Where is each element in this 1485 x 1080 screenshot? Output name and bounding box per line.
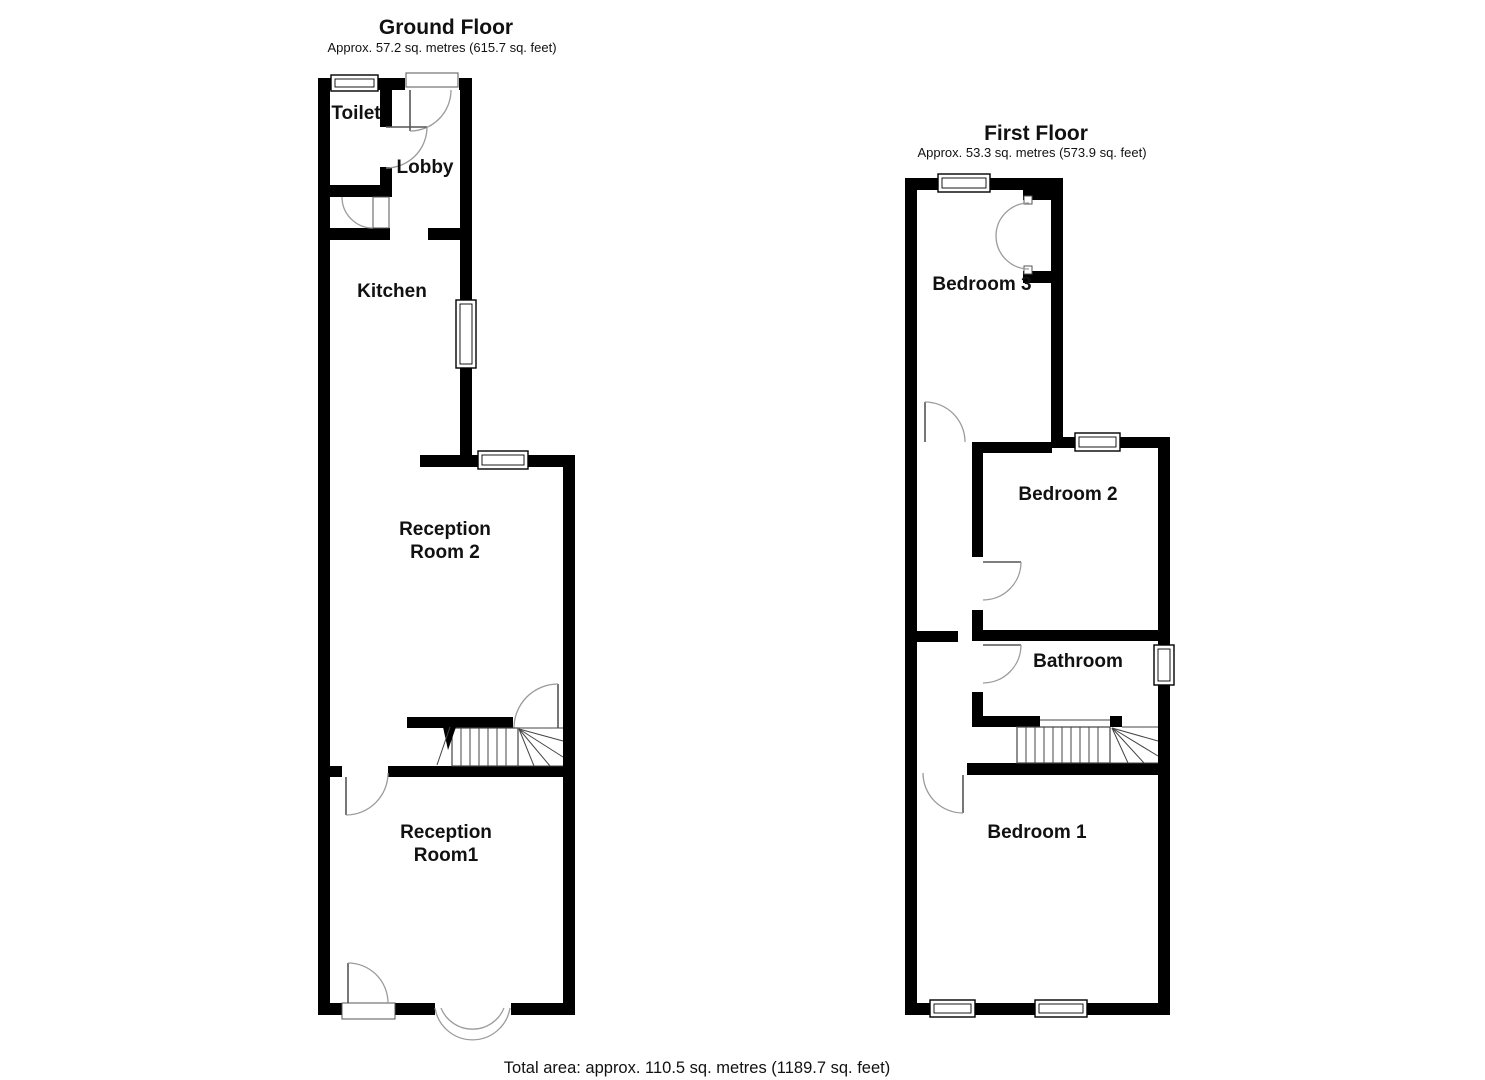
reception2-door-icon xyxy=(514,684,558,728)
room-label-reception1-line1: Reception xyxy=(400,822,492,843)
window-icon xyxy=(1154,645,1174,685)
closet-double-door-icon xyxy=(996,196,1032,274)
reception1-door-icon xyxy=(346,773,388,815)
room-label-reception2-line2: Room 2 xyxy=(410,542,480,563)
wall-landing-stub xyxy=(917,631,958,642)
total-area-caption: Total area: approx. 110.5 sq. metres (1189.7 sq. feet) xyxy=(503,1059,891,1077)
room-label-reception2-line1: Reception xyxy=(399,519,491,540)
ground-floor-stairs xyxy=(437,727,563,766)
wall-reception1-top xyxy=(388,766,575,777)
first-floor-walls xyxy=(905,178,1170,1015)
wall-bedroom1-top xyxy=(967,763,1170,775)
wall-main-right xyxy=(1158,437,1170,1015)
bedroom3-door-icon xyxy=(925,402,965,442)
window-icon xyxy=(478,451,528,469)
room-label-bedroom3: Bedroom 3 xyxy=(932,274,1032,295)
room-label-bathroom: Bathroom xyxy=(1033,651,1123,672)
wall-left xyxy=(318,78,330,1015)
wall-extension-right xyxy=(460,78,472,467)
wall-left xyxy=(905,178,917,1015)
window-icon xyxy=(930,1000,975,1017)
wall-winder-block xyxy=(1110,716,1122,727)
wall-kitchen-top-right xyxy=(428,228,460,240)
wall-bedroom2-bathroom-divider xyxy=(972,630,1164,641)
wall-stairs-top xyxy=(407,717,513,728)
room-label-bedroom1: Bedroom 1 xyxy=(987,822,1087,843)
ground-floor-area: Approx. 57.2 sq. metres (615.7 sq. feet) xyxy=(327,40,557,55)
window-icon xyxy=(938,174,990,192)
lobby-kitchen-door-icon xyxy=(342,197,389,228)
ground-floor-title: Ground Floor xyxy=(378,16,514,39)
wall-main-right xyxy=(563,455,575,1015)
bay-window-opening xyxy=(435,1001,511,1017)
ground-floor-windows xyxy=(331,75,528,469)
wall-bathroom-bottom xyxy=(972,716,1040,727)
bathroom-door-icon xyxy=(983,645,1021,683)
wall-extension-right xyxy=(1051,190,1063,448)
first-floor-area: Approx. 53.3 sq. metres (573.9 sq. feet) xyxy=(917,145,1147,160)
window-icon xyxy=(1075,433,1120,451)
entrance-door-icon xyxy=(406,73,458,131)
bedroom2-door-icon xyxy=(983,562,1021,600)
window-icon xyxy=(331,75,378,91)
room-label-toilet: Toilet xyxy=(331,103,381,124)
window-icon xyxy=(1035,1000,1087,1017)
wall-toilet-right-upper xyxy=(380,90,392,127)
room-label-lobby: Lobby xyxy=(396,157,454,178)
first-floor-stairs xyxy=(1017,720,1158,763)
front-door-icon xyxy=(342,963,395,1019)
bedroom1-door-icon xyxy=(923,773,963,813)
wall-landing-divider xyxy=(972,442,1052,453)
wall-reception1-top-stub xyxy=(330,766,342,777)
wall-kitchen-top-left xyxy=(330,228,390,240)
room-label-reception1-line2: Room1 xyxy=(413,845,479,866)
first-floor-plan xyxy=(905,122,1174,1017)
ground-floor-plan xyxy=(318,16,575,1040)
first-floor-title: First Floor xyxy=(984,122,1088,145)
room-label-bedroom2: Bedroom 2 xyxy=(1018,484,1118,505)
room-label-kitchen: Kitchen xyxy=(357,281,427,302)
wall-toilet-bottom xyxy=(318,185,392,197)
wall-bedroom2-left-upper xyxy=(972,442,983,557)
window-icon xyxy=(456,300,476,368)
